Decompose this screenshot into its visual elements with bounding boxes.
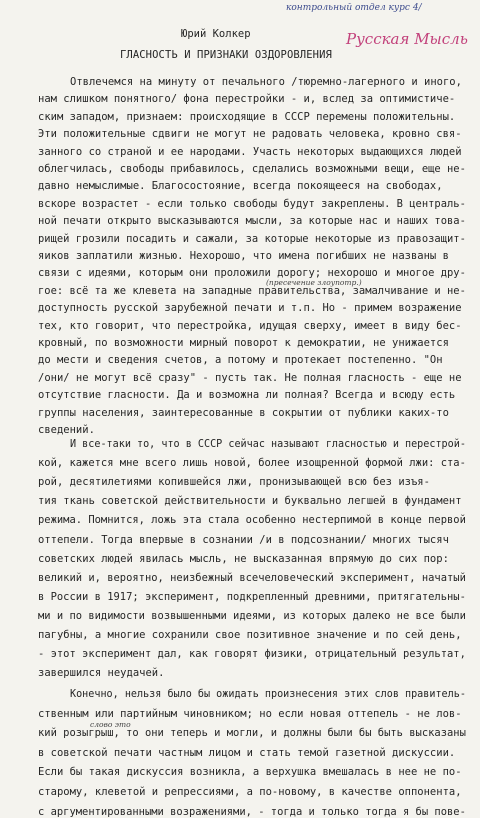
text-line: кой, кажется мне всего лишь новой, более изощренной формой лжи: ста- [38, 457, 466, 470]
text-line: И все-таки то, что в СССР сейчас называют гласностью и перестрой- [70, 438, 466, 450]
handwritten-publication-title: Русская Мысль [346, 30, 468, 48]
text-line: тия ткань советской действительности и буквально легшей в фундамент [38, 495, 462, 508]
text-line: старому, клеветой и репрессиями, а по-новому, в качестве оппонента, [38, 786, 462, 798]
text-line: Если бы такая дискуссия возникла, а верхушка вмешалась в нее не по- [38, 766, 462, 779]
text-line: /они/ не могут всё сразу" - пусть так. Не полная гласность - еще не [38, 371, 462, 384]
text-line: советских людей явилась мысль, не высказанная впрямую до сих пор: [38, 552, 449, 565]
handwritten-insert: слово это [90, 720, 131, 730]
text-line: сведений. [38, 424, 95, 436]
text-line: ственным или партийным чиновником; но если новая оттепель - не лов- [38, 707, 462, 720]
text-line: ским западом, признаем: происходящие в СССР перемены положительны. [38, 110, 456, 123]
text-line: - этот эксперимент дал, как говорят физики, отрицательный результат, [38, 648, 466, 661]
text-line: рищей грозили посадить и сажали, за которые некоторые из правозащит- [38, 232, 466, 245]
text-line: кий розыгрыш, то они теперь и могли, и должны были бы быть высказаны [38, 727, 466, 740]
text-line: Конечно, нельзя было бы ожидать произнесения этих слов правитель- [70, 688, 466, 700]
text-line: облегчилась, свободы прибавилось, сделались возможными вещи, еще не- [38, 163, 466, 175]
text-line: вскоре возрастет - если только свободы будут закреплены. В централь- [38, 197, 466, 210]
text-line: доступность русской зарубежной печати и т.п. Но - примем возражение [38, 302, 462, 315]
text-line: группы населения, заинтересованные в сокрытии от публики каких-то [38, 406, 449, 419]
handwritten-insert: (пресечение злоупотр.) [266, 277, 362, 287]
text-line: давно немыслимые. Благосостояние, всегда покоящееся на свободах, [38, 180, 443, 193]
text-line: в советской печати частным лицом и стать темой газетной дискуссии. [38, 746, 456, 759]
text-line: Отвлечемся на минуту от печального /тюремно-лагерного и иного, [70, 76, 462, 88]
text-line: отсутствие гласности. Да и возможна ли полная? Всегда и всюду есть [38, 389, 456, 402]
text-line: тех, кто говорит, что перестройка, идущая сверху, имеет в виду бес- [38, 319, 462, 332]
text-line: связи с идеями, которым они проложили дорогу; нехорошо и многое дру- [38, 267, 466, 280]
text-line: рой, десятилетиями копившейся лжи, пронизывающей всю без изъя- [38, 476, 430, 489]
text-line: пагубны, а многие сохранили свое позитивное значение и по сей день, [38, 629, 462, 641]
text-line: режима. Помнится, ложь эта стала особенно нестерпимой в конце первой [38, 514, 466, 527]
text-line: ми и по видимости возвышенными идеями, из которых далеко не все были [38, 609, 466, 622]
text-line: в России в 1917; эксперимент, подкрепленный древними, притягательны- [38, 590, 466, 603]
text-line: нам слишком понятного/ фона перестройки - и, вслед за оптимистиче- [38, 93, 456, 106]
text-line: оттепели. Тогда впервые в сознании /и в подсознании/ многих тысяч [38, 533, 449, 546]
article-title: ГЛАСНОСТЬ И ПРИЗНАКИ ОЗДОРОВЛЕНИЯ [120, 49, 332, 61]
text-line: яиков заплатили жизнью. Нехорошо, что имена погибших не названы в [38, 250, 449, 262]
margin-note: контрольный отдел курс 4/ [286, 3, 422, 13]
text-line: кровный, по возможности мирный поворот к демократии, не унижается [38, 337, 449, 349]
text-line: ной печати открыто высказываются мысли, за которые нас и наших това- [38, 215, 466, 228]
text-line: занного со страной и ее народами. Участь некоторых выдающихся людей [38, 145, 462, 158]
author-name: Юрий Колкер [181, 28, 251, 40]
text-line: великий и, вероятно, неизбежный всечеловеческий эксперимент, начатый [38, 571, 466, 584]
text-line: гое: всё та же клевета на западные правительства, замалчивание и не- [38, 284, 466, 297]
text-line: с аргументированными возражениями, - тогда и только тогда я бы пове- [38, 805, 466, 818]
text-line: завершился неудачей. [38, 667, 165, 680]
text-line: до мести и сведения счетов, а потому и протекает постепенно. "Он [38, 354, 443, 367]
text-line: Эти положительные сдвиги не могут не радовать человека, кровно свя- [38, 128, 462, 141]
